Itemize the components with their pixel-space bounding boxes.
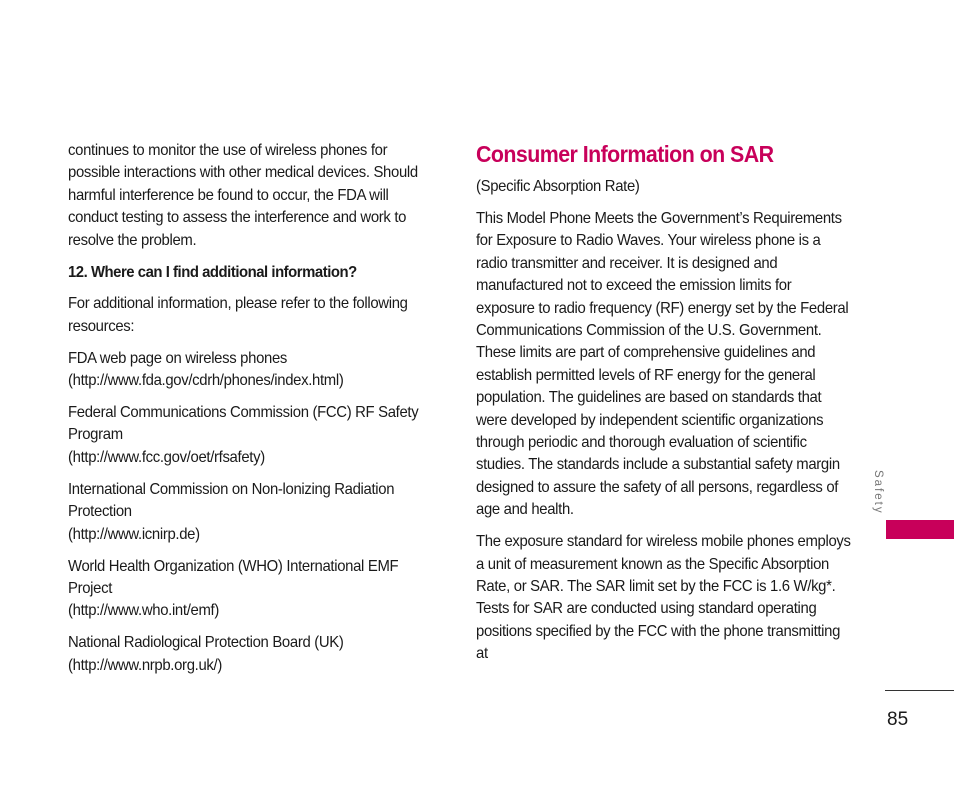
resource-url: (http://www.icnirp.de): [68, 525, 200, 543]
section-tab-marker: [886, 520, 954, 539]
body-paragraph: The exposure standard for wireless mobile phones employs a unit of measurement known as the Specific Absorption Rate, or SAR. The SAR limit set by the FCC is 1.6 W/kg*. Tests for SAR are conducted using standard operating positions specified by the FCC with the phone transmitting at: [476, 533, 851, 663]
question-heading: 12. Where can I find additional information?: [68, 263, 357, 281]
resource-item: [68, 402, 420, 469]
resource-item: [68, 479, 420, 546]
resource-item: [68, 348, 420, 393]
resource-item: [68, 632, 420, 677]
resource-name: FDA web page on wireless phones: [68, 349, 288, 367]
answer-paragraph: For additional information, please refer to the following resources:: [68, 295, 408, 335]
resource-url: (http://www.fda.gov/cdrh/phones/index.html): [68, 372, 344, 390]
body-paragraph: This Model Phone Meets the Government’s Requirements for Exposure to Radio Waves. Your wireless phone is a radio transmitter and receiver. It is designed and manufactured not to exceed the emission limits for exposure to radio frequency (RF) energy set by the Federal Communications Commission of the U.S. Government. These limits are part of comprehensive guidelines and establish permitted levels of RF energy for the general population. The guidelines are based on standards that were developed by independent scientific organizations through periodic and thorough evaluation of scientific studies. The standards include a substantial safety margin designed to assure the safety of all persons, regardless of age and health.: [476, 209, 849, 519]
resource-name: World Health Organization (WHO) International EMF Project: [68, 557, 399, 597]
section-tab-label: Safety: [872, 470, 884, 515]
page-number: 85: [887, 709, 909, 730]
subheading: (Specific Absorption Rate): [476, 178, 640, 195]
resource-item: [68, 556, 420, 623]
resource-name: International Commission on Non-lonizing Radiation Protection: [68, 480, 395, 521]
left-column: [68, 140, 420, 687]
section-heading: Consumer Information on SAR: [476, 141, 774, 167]
resource-name: Federal Communications Commission (FCC) RF Safety Program: [68, 404, 419, 444]
resource-url: (http://www.fcc.gov/oet/rfsafety): [68, 448, 265, 466]
resource-url: (http://www.who.int/emf): [68, 602, 219, 620]
resource-name: National Radiological Protection Board (UK): [68, 634, 344, 652]
resource-url: (http://www.nrpb.org.uk/): [68, 656, 222, 674]
footer-divider: [885, 690, 954, 691]
right-column: [476, 140, 853, 675]
intro-paragraph: continues to monitor the use of wireless phones for possible interactions with other medical devices. Should harmful interference be found to occur, the FDA will conduct testing to assess the interference and work to resolve the problem.: [68, 142, 418, 249]
